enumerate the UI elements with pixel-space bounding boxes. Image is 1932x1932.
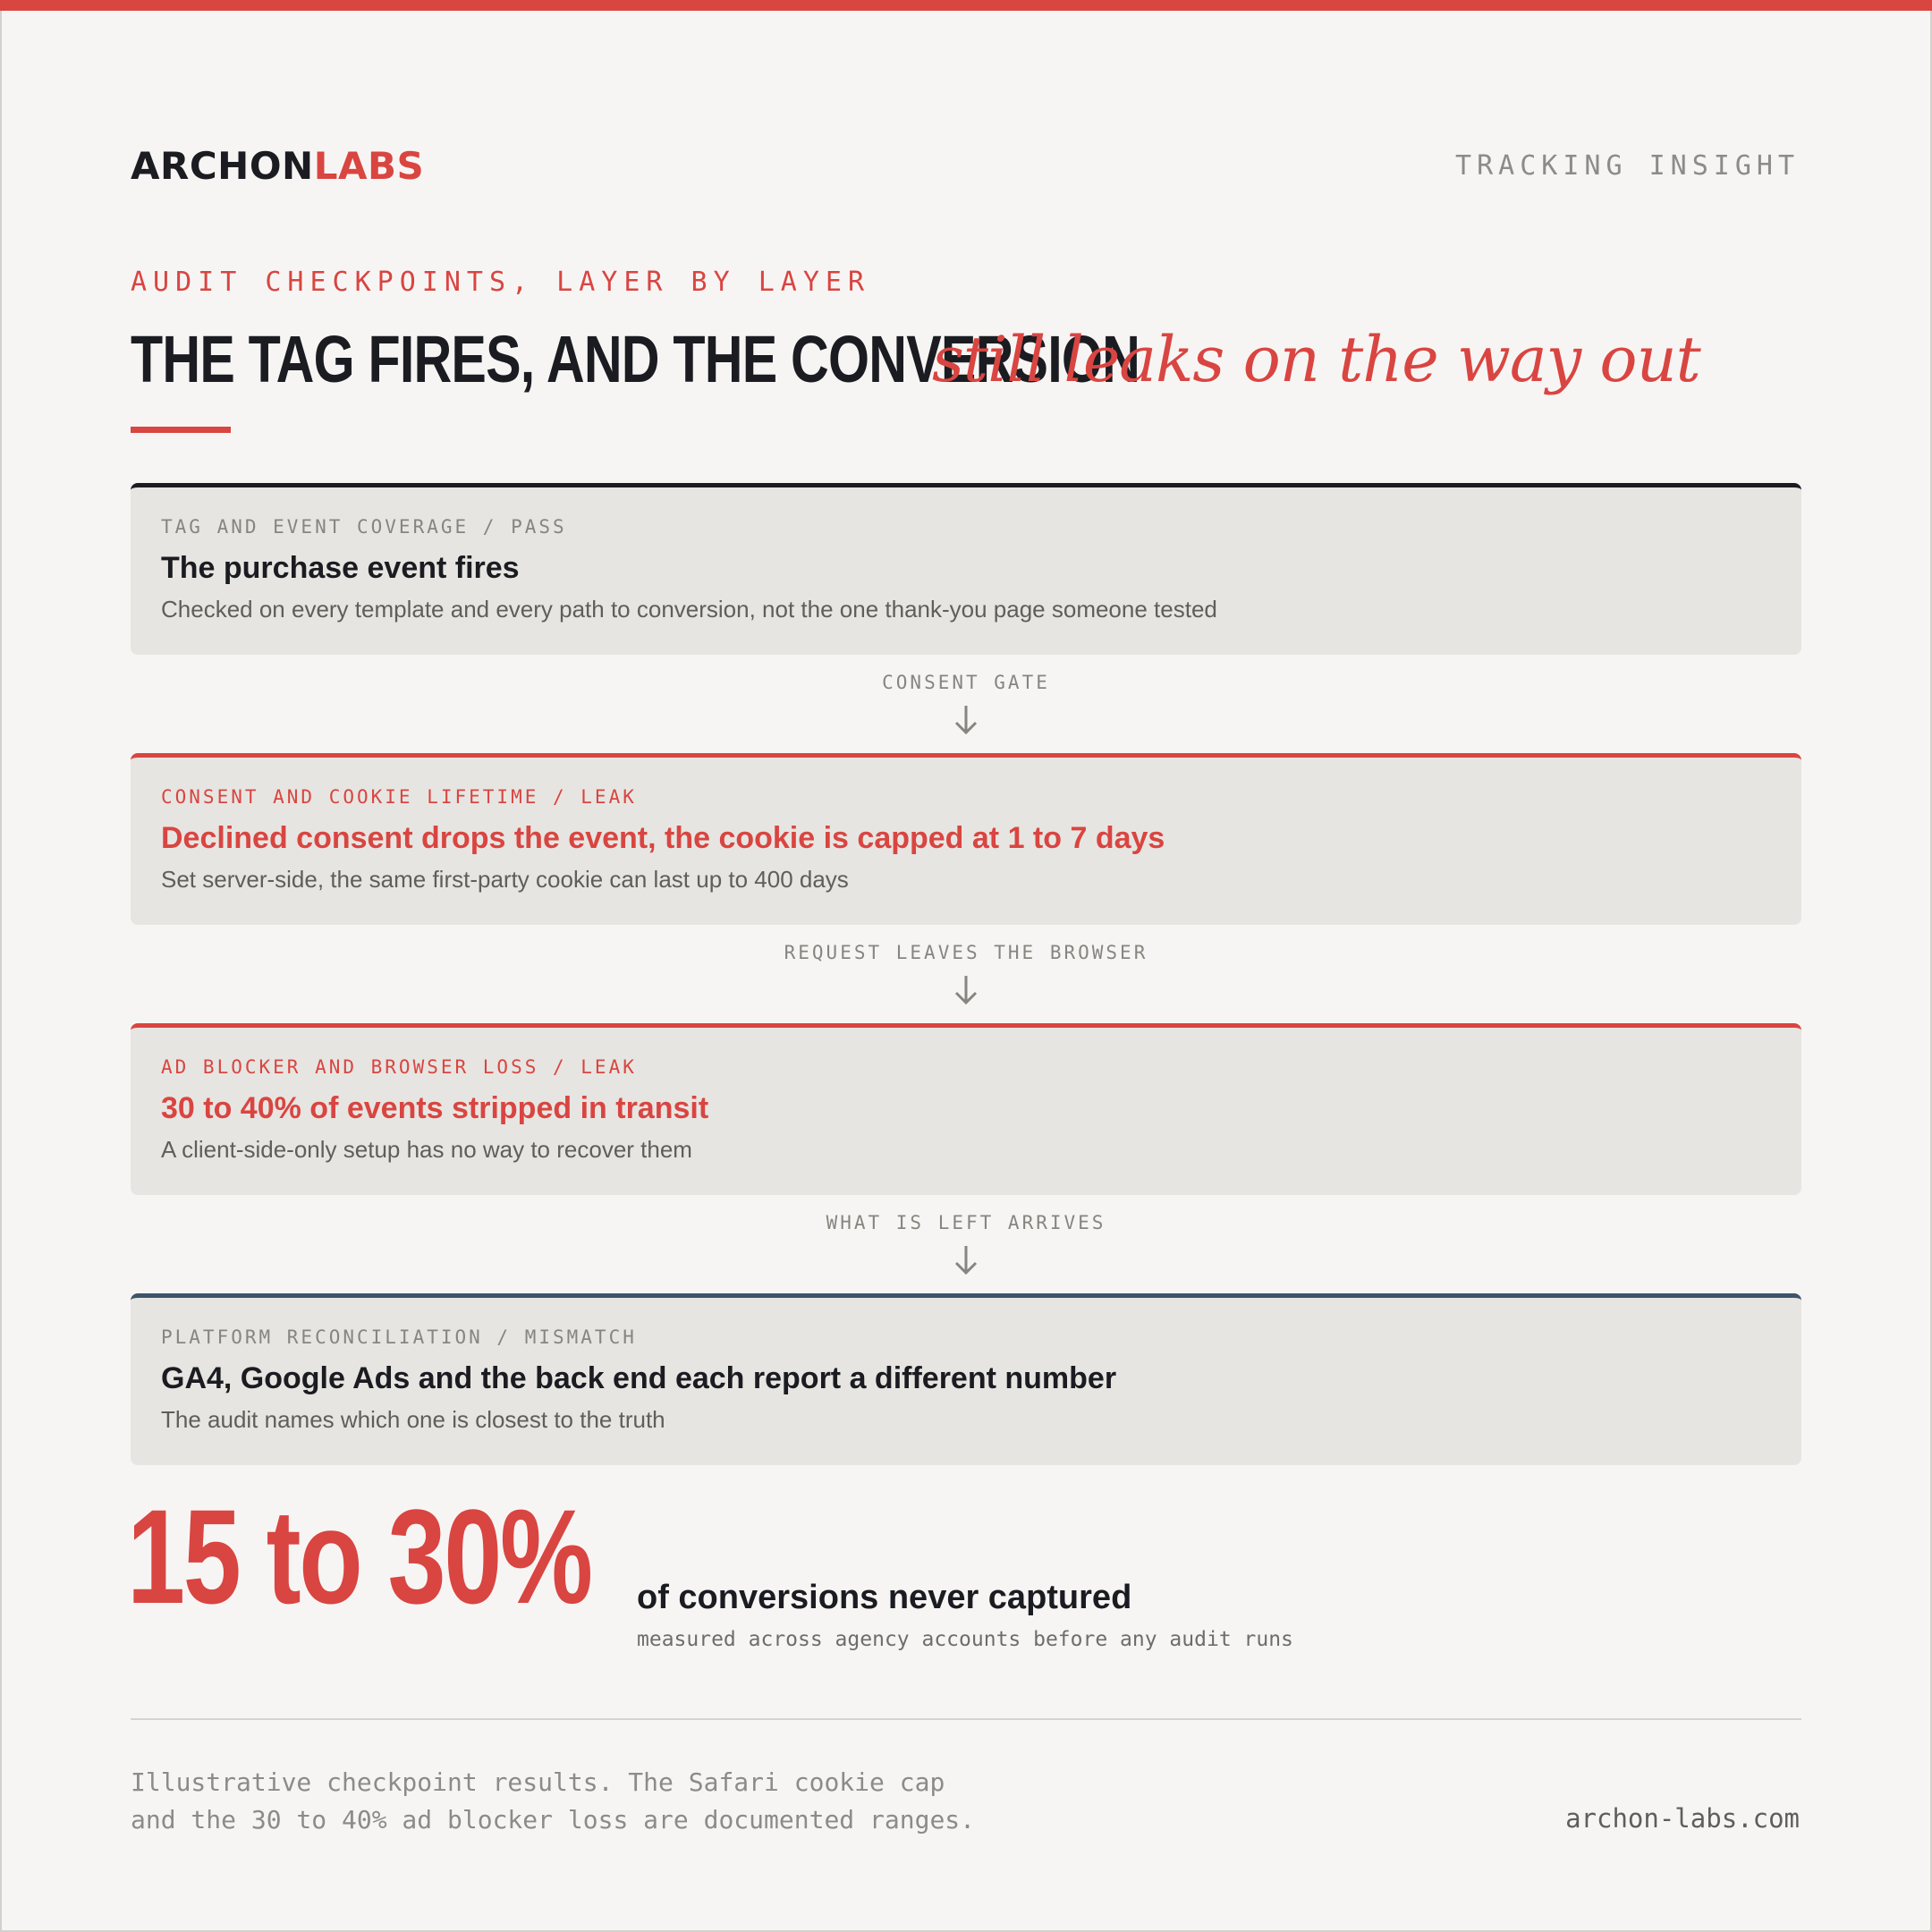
brand-logo-part1: ARCHON [131, 144, 314, 188]
connector-label: CONSENT GATE [882, 672, 1050, 693]
connector-label: REQUEST LEAVES THE BROWSER [784, 942, 1148, 963]
checkpoint-title: The purchase event fires [161, 551, 520, 585]
checkpoint-label: AD BLOCKER AND BROWSER LOSS / LEAK [161, 1056, 637, 1078]
checkpoint-label: PLATFORM RECONCILIATION / MISMATCH [161, 1326, 637, 1348]
footer-divider [131, 1718, 1801, 1720]
arrow-down-icon [952, 1244, 980, 1276]
checkpoint-card-coverage [131, 483, 1801, 655]
footnote-line: and the 30 to 40% ad blocker loss are documented ranges. [131, 1805, 976, 1835]
stat-value: 15 to 30% [127, 1481, 591, 1631]
stat-caption: of conversions never captured [637, 1579, 1132, 1616]
connector-consent-gate [131, 672, 1801, 736]
checkpoint-card-reconciliation [131, 1293, 1801, 1465]
website-link[interactable]: archon-labs.com [1565, 1803, 1800, 1834]
checkpoint-label: CONSENT AND COOKIE LIFETIME / LEAK [161, 786, 637, 808]
checkpoint-label: TAG AND EVENT COVERAGE / PASS [161, 516, 567, 538]
checkpoint-card-consent [131, 753, 1801, 925]
headline-main: THE TAG FIRES, AND THE CONVERSION [131, 322, 1140, 396]
stat-note: measured across agency accounts before any audit runs [637, 1628, 1293, 1651]
eyebrow: AUDIT CHECKPOINTS, LAYER BY LAYER [131, 267, 871, 298]
checkpoint-description: A client-side-only setup has no way to recover them [161, 1136, 692, 1163]
checkpoint-card-adblocker [131, 1023, 1801, 1195]
headline-underline [131, 427, 231, 433]
footnote-line: Illustrative checkpoint results. The Safari cookie cap [131, 1767, 945, 1797]
connector-request-leaves [131, 942, 1801, 1006]
headline-accent: still leaks on the way out [932, 323, 1700, 396]
connector-what-arrives [131, 1212, 1801, 1276]
checkpoint-description: The audit names which one is closest to the truth [161, 1406, 665, 1433]
header-tag: TRACKING INSIGHT [1455, 150, 1800, 182]
checkpoint-description: Checked on every template and every path to conversion, not the one thank-you page someone tested [161, 596, 1217, 623]
checkpoint-title: GA4, Google Ads and the back end each report a different number [161, 1361, 1117, 1395]
arrow-down-icon [952, 704, 980, 736]
footnote [131, 1764, 1025, 1839]
checkpoint-title: 30 to 40% of events stripped in transit [161, 1091, 709, 1125]
brand-logo-part2: LABS [313, 144, 425, 188]
checkpoint-title: Declined consent drops the event, the cookie is capped at 1 to 7 days [161, 821, 1165, 855]
top-accent-bar [0, 0, 1932, 11]
brand-logo [131, 143, 424, 190]
checkpoint-description: Set server-side, the same first-party cookie can last up to 400 days [161, 866, 849, 893]
headline [131, 315, 1700, 423]
arrow-down-icon [952, 974, 980, 1006]
connector-label: WHAT IS LEFT ARRIVES [826, 1212, 1106, 1233]
